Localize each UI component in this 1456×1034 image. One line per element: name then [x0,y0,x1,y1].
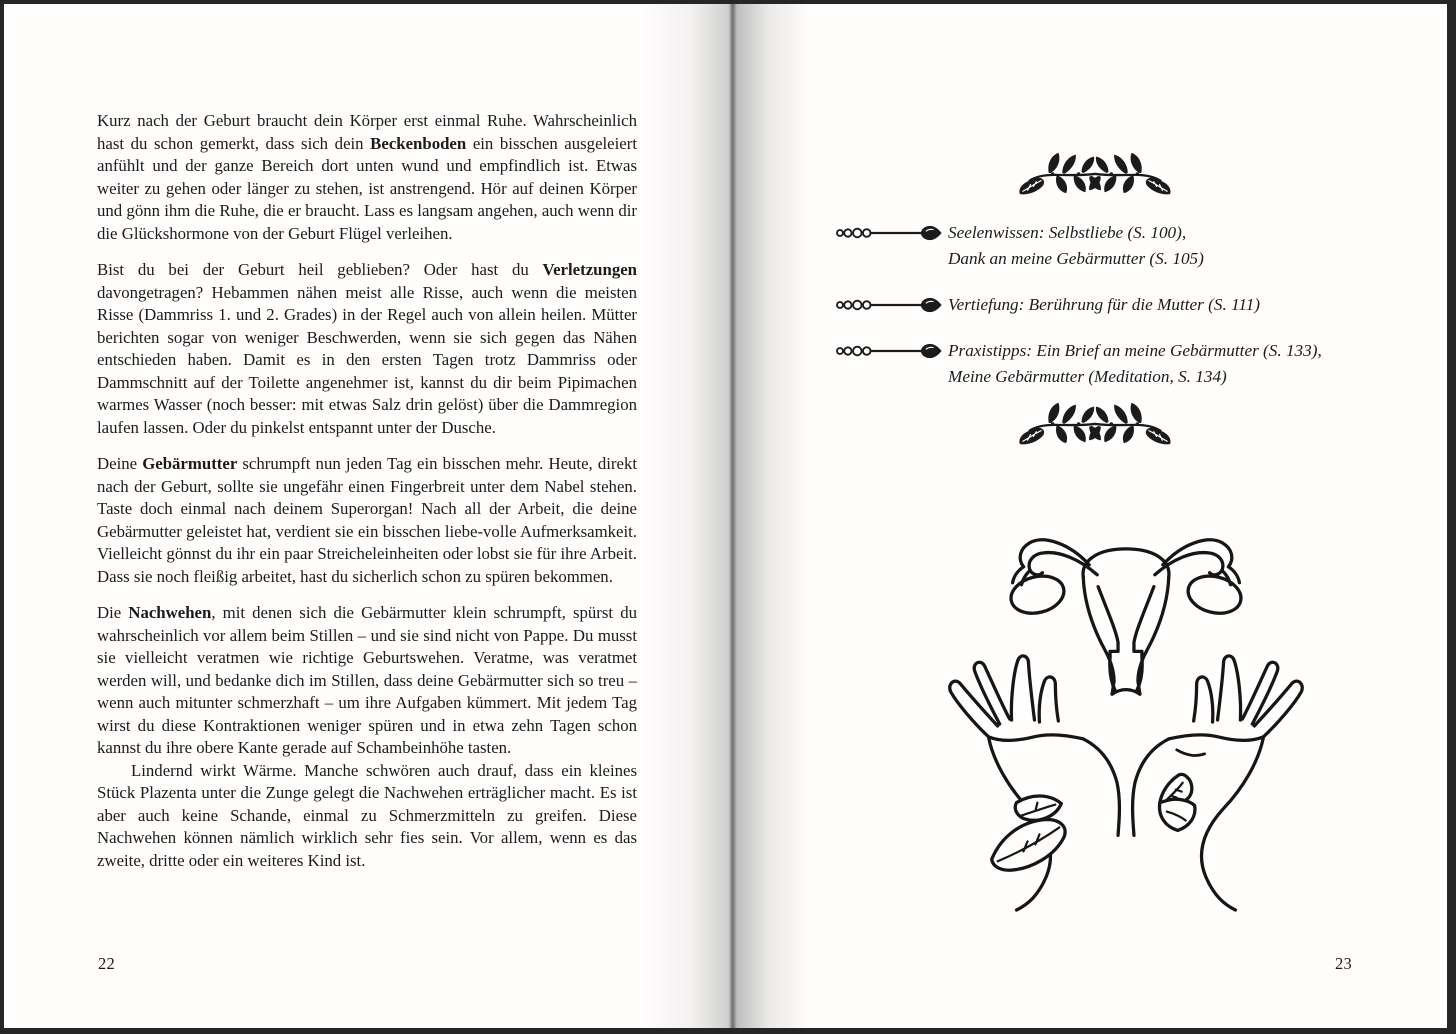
scan-edge-left [0,0,4,1034]
reference-text [948,292,1260,318]
right-page-number: 23 [1335,954,1353,973]
reference-line: Meine Gebärmutter (Meditation, S. 134) [948,367,1227,386]
text-segment: , mit denen sich die Gebärmutter klein schrumpft, spürst du wahrscheinlich vor allem beim Stillen – und sie sind nicht von Pappe. Du musst sie vielleicht veratmen wie richtige Geburtswehen. Veratme, was veratmet werden will, und bedanke dich im Stillen, dass deine Gebärmutter sich so treu – wenn auch mitunter schmerzhaft – um ihre Aufgaben kümmert. Mit jedem Tag wirst du diese Kontraktionen weniger spüren und in etwa zehn Tagen schon kannst du ihre obere Kante gerade auf Schambeinhöhe tasten. [97,603,637,757]
text-segment: Lindernd wirkt Wärme. Manche schwören auch drauf, dass ein kleines Stück Plazenta unter die Zunge gelegt die Nachwehen erträglicher macht. Es ist aber auch keine Schande, einmal zu Schmerzmitteln zu greifen. Diese Nachwehen können nämlich wirklich sehr fies sein. Vor allem, wenn es das zweite, dritte oder ein weiteres Kind ist. [97,760,637,870]
reference-line: Praxistipps: Ein Brief an meine Gebärmutter (S. 133), [948,341,1322,360]
reference-line: Seelenwissen: Selbstliebe (S. 100), [948,223,1187,242]
beaded-arrow-ornament-icon [835,342,942,360]
text-segment: Deine [97,454,143,473]
reference-text [948,220,1204,272]
beaded-arrow-ornament-icon [835,224,942,242]
branch-divider-icon [1018,396,1172,448]
paragraph [97,760,637,873]
beaded-arrow-ornament-icon [835,296,942,314]
reference-row [835,338,1375,390]
text-segment: Bist du bei der Geburt heil geblieben? Oder hast du [97,260,543,279]
scan-edge-top [0,0,1456,4]
reference-text [948,338,1322,390]
reference-list [835,220,1375,390]
text-segment: schrumpft nun jeden Tag ein bisschen mehr. Heute, direkt nach der Geburt, sollte sie ungefähr einen Fingerbreit unter dem Nabel stehen. Taste doch einmal nach deinem Superorgan! Nach all der Arbeit, die deine Gebärmutter geleistet hat, verdient sie ein bisschen liebe-volle Aufmerksamkeit. Vielleicht gönnst du ihr ein paar Streicheleinheiten oder lobst sie für ihre Arbeit. Dass sie noch fleißig arbeitet, hast du sicherlich schon zu spüren bekommen. [97,454,637,586]
reference-line: Vertiefung: Berührung für die Mutter (S. 111) [948,295,1261,314]
left-page [4,4,733,1028]
bold-term: Beckenboden [370,133,467,153]
paragraph [97,453,637,588]
paragraph [97,110,637,245]
text-segment: Die [97,603,129,622]
hands-holding-uterus-illustration [932,525,1320,918]
text-segment: davongetragen? Hebammen nähen meist alle Risse, auch wenn die meisten Risse (Dammriss 1. und 2. Grades) in der Regel auch von allein heilen. Mütter berichten sogar von weniger Beschwerden, wenn sie sich gegen das Nähen entschieden haben. Damit es in den ersten Tagen trotz Dammriss oder Dammschnitt auf der Toilette angenehmer ist, kannst du dir beim Pipimachen warmes Wasser (noch besser: mit etwas Salz drin gelöst) über die Dammregion laufen lassen. Oder du pinkelst entspannt unter der Dusche. [97,282,637,437]
reference-row [835,220,1375,272]
paragraph [97,602,637,760]
scan-edge-bottom [0,1028,1456,1034]
bold-term: Nachwehen [128,603,212,622]
scan-edge-right [1447,0,1456,1034]
text-segment: Kurz nach der Geburt braucht dein Körper erst einmal Ruhe. Wahrscheinlich hast du schon gemerkt, dass sich dein [97,111,637,153]
reference-line: Dank an meine Gebärmutter (S. 105) [948,249,1204,268]
right-page [733,4,1447,1028]
bold-term: Gebärmutter [142,454,238,473]
body-text [97,110,637,872]
bold-term: Verletzungen [542,260,637,279]
paragraph [97,259,637,439]
reference-row [835,292,1375,318]
text-segment: ein bisschen ausgeleiert anfühlt und der ganze Bereich dort unten wund und empfindlich ist. Etwas weiter zu gehen oder länger zu stehen, ist anstrengend. Hör auf deinen Körper und gönn ihm die Ruhe, die er braucht. Lass es langsam angehen, auch wenn dir die Glückshormone von der Geburt Flügel verleihen. [97,133,637,243]
left-page-number: 22 [98,954,116,973]
branch-divider-icon [1018,146,1172,198]
